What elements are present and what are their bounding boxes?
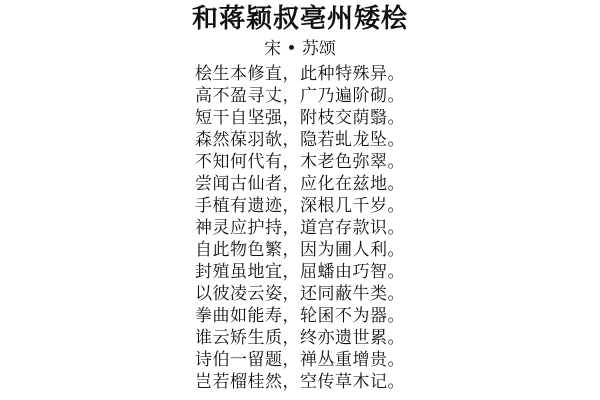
poem-author: 宋 • 苏颂 xyxy=(264,39,336,59)
poem-line: 以彼凌云姿，还同蔽牛类。 xyxy=(195,284,405,304)
poem-line: 自此物色繁，因为圃人利。 xyxy=(195,240,405,260)
poem-line: 谁云矫生质，终亦遗世累。 xyxy=(195,328,405,348)
poem-line: 桧生本修直，此种特殊异。 xyxy=(195,64,405,84)
poem-line: 不知何代有，木老色弥翠。 xyxy=(195,152,405,172)
poem-title: 和蒋颖叔亳州矮桧 xyxy=(191,4,408,34)
poem-line: 森然葆羽欹，隐若虬龙坠。 xyxy=(195,130,405,150)
poem-line: 手植有遗迹，深根几千岁。 xyxy=(195,196,405,216)
poem-line: 拳曲如能寿，轮囷不为器。 xyxy=(195,306,405,326)
poem-line: 短干自坚强，附枝交荫翳。 xyxy=(195,108,405,128)
poem-lines xyxy=(0,63,600,393)
poem-line: 高不盈寻丈，广乃遍阶砌。 xyxy=(195,86,405,106)
poem-line: 岂若榴桂然，空传草木记。 xyxy=(195,372,405,392)
poem-line: 封殖虽地宜，屈蟠由巧智。 xyxy=(195,262,405,282)
poem-line: 尝闻古仙者，应化在兹地。 xyxy=(195,174,405,194)
poem-line: 诗伯一留题，禅丛重增贵。 xyxy=(195,350,405,370)
poem-line: 神灵应护持，道宫存款识。 xyxy=(195,218,405,238)
